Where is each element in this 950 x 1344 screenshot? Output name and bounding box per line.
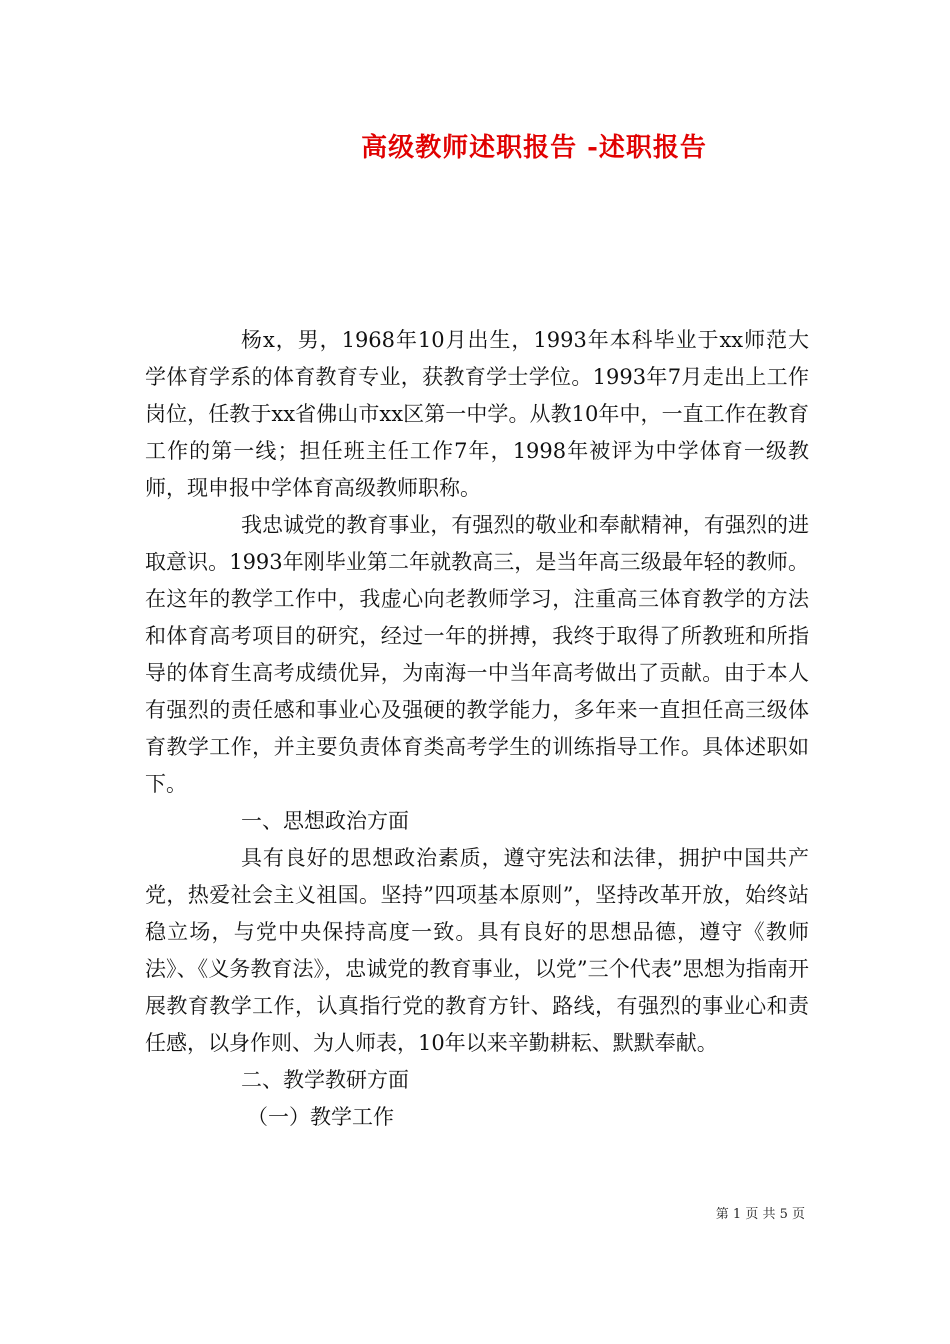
section-heading-teaching: 二、教学教研方面 (241, 1068, 409, 1092)
section-heading-political: 一、思想政治方面 (241, 809, 409, 833)
paragraph-personal-info: 杨x，男，1968年10月出生，1993年本科毕业于xx师范大学体育学系的体育教育专业，获教育学士学位。1993年7月走出上工作岗位，任教于xx省佛山市xx区第一中学。从教10年中，一直工作在教育工作的第一线；担任班主任工作7年，1998年被评为中学体育一级教师，现申报中学体育高级教师职称。 (145, 328, 809, 500)
subsection-heading-teaching-work: （一）教学工作 (247, 1105, 394, 1129)
page-number-footer: 第 1 页 共 5 页 (715, 1207, 805, 1222)
paragraph-career-summary: 我忠诚党的教育事业，有强烈的敬业和奉献精神，有强烈的进取意识。1993年刚毕业第二年就教高三，是当年高三级最年轻的教师。在这年的教学工作中，我虚心向老教师学习，注重高三体育教学的方法和体育高考项目的研究，经过一年的拼搏，我终于取得了所教班和所指导的体育生高考成绩优异，为南海一中当年高考做出了贡献。由于本人有强烈的责任感和事业心及强硬的教学能力，多年来一直担任高三级体育教学工作，并主要负责体育类高考学生的训练指导工作。具体述职如下。 (145, 513, 809, 796)
document-title: 高级教师述职报告 -述职报告 (361, 133, 707, 163)
paragraph-political: 具有良好的思想政治素质，遵守宪法和法律，拥护中国共产党，热爱社会主义祖国。坚持”四项基本原则”，坚持改革开放，始终站稳立场，与党中央保持高度一致。具有良好的思想品德，遵守《教师法》、《义务教育法》，忠诚党的教育事业，以党”三个代表”思想为指南开展教育教学工作，认真指行党的教育方针、路线，有强烈的事业心和责任感，以身作则、为人师表，10年以来辛勤耕耘、默默奉献。 (145, 846, 809, 1055)
document-body (145, 322, 809, 1136)
